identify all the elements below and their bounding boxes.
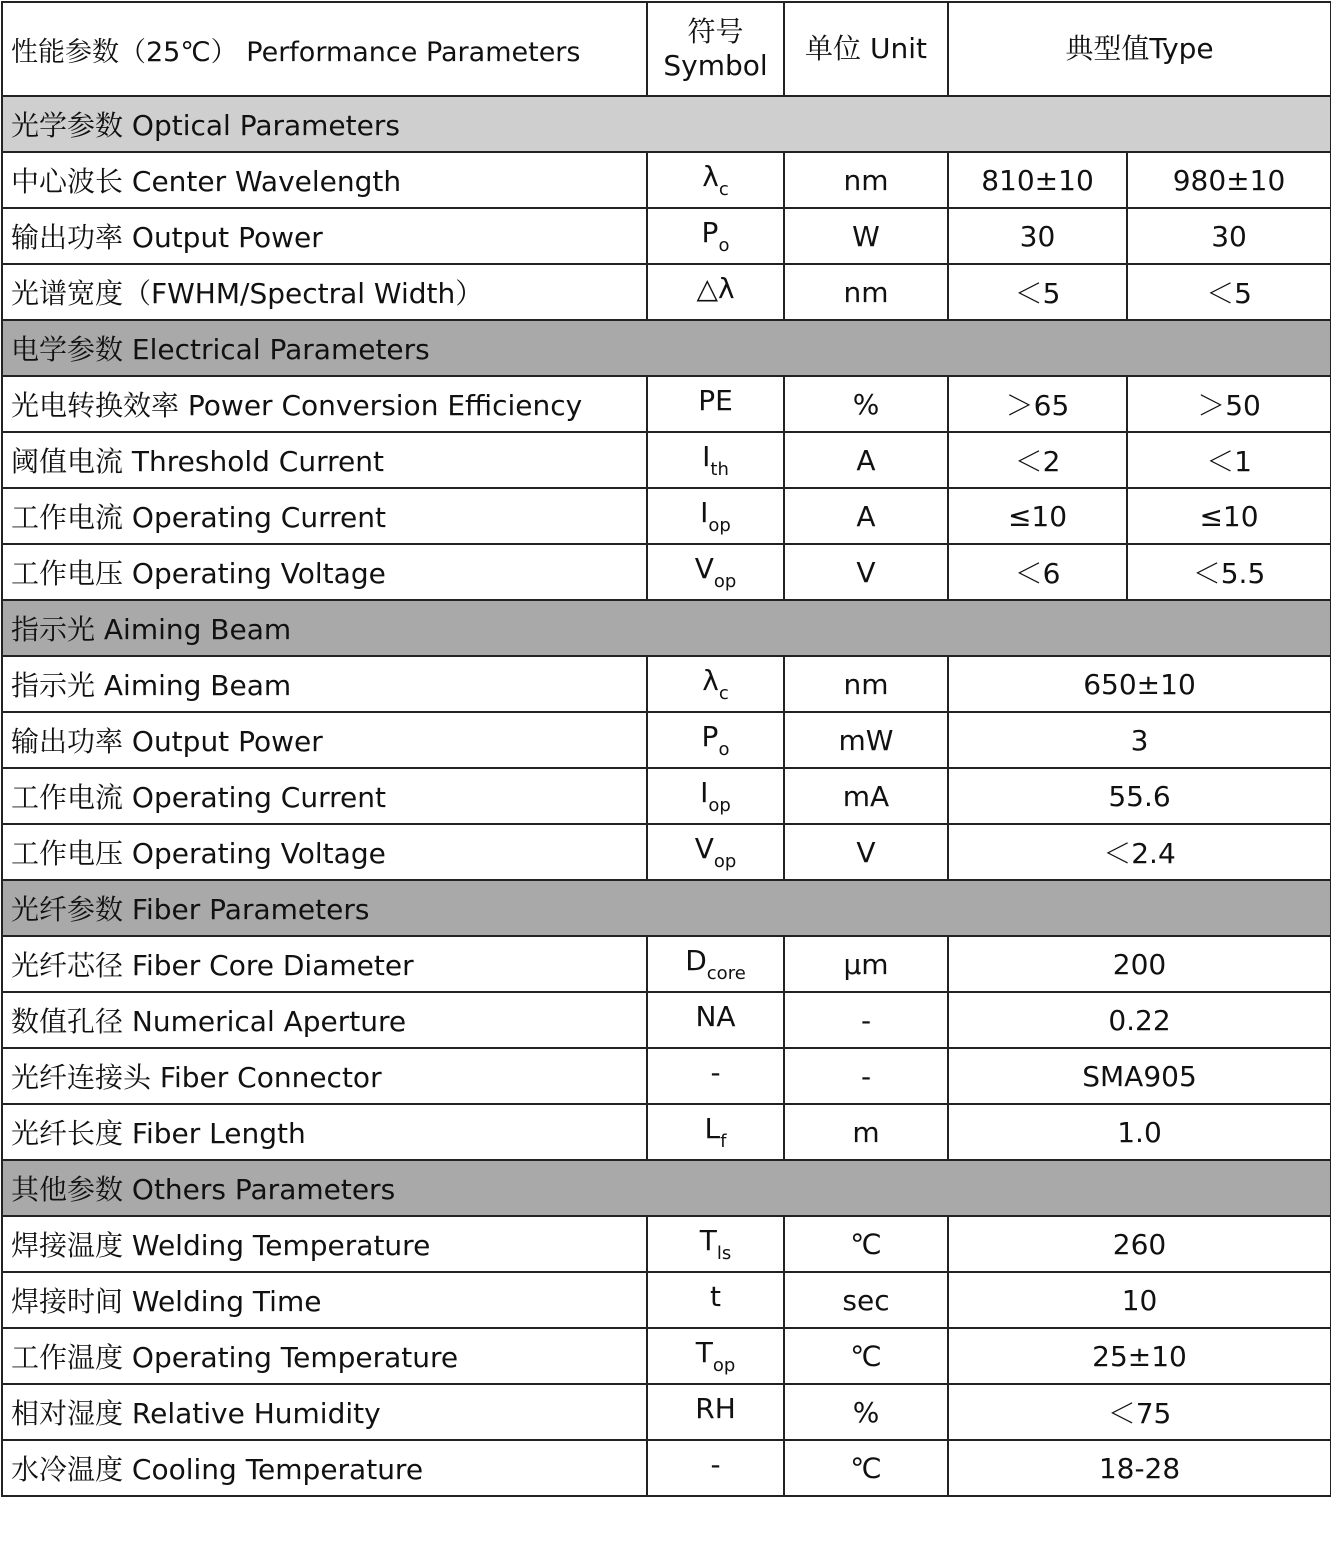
header-unit: 单位 Unit bbox=[784, 2, 948, 96]
symbol-cell bbox=[647, 992, 784, 1048]
symbol-main: - bbox=[710, 1056, 721, 1089]
table-row bbox=[2, 376, 1331, 432]
unit-cell: V bbox=[784, 544, 948, 600]
param-cell: 水冷温度 Cooling Temperature bbox=[2, 1440, 647, 1496]
header-typical: 典型值Type bbox=[948, 2, 1331, 96]
param-cell: 工作电压 Operating Voltage bbox=[2, 824, 647, 880]
param-cell: 输出功率 Output Power bbox=[2, 208, 647, 264]
param-cell: 工作温度 Operating Temperature bbox=[2, 1328, 647, 1384]
symbol-main: λ bbox=[702, 664, 719, 697]
value-810-cell: 810±10 bbox=[948, 152, 1127, 208]
symbol-main: PE bbox=[698, 384, 733, 417]
value-cell: ＜75 bbox=[948, 1384, 1331, 1440]
unit-cell: - bbox=[784, 992, 948, 1048]
symbol-sub: o bbox=[718, 235, 730, 256]
table-row bbox=[2, 1440, 1331, 1496]
value-cell: 650±10 bbox=[948, 656, 1331, 712]
param-cell: 工作电流 Operating Current bbox=[2, 768, 647, 824]
unit-cell: A bbox=[784, 432, 948, 488]
value-cell: 25±10 bbox=[948, 1328, 1331, 1384]
symbol-sub: th bbox=[710, 459, 729, 480]
value-980-cell: 30 bbox=[1127, 208, 1331, 264]
param-cell: 光纤长度 Fiber Length bbox=[2, 1104, 647, 1160]
symbol-cell bbox=[647, 936, 784, 992]
symbol-cell bbox=[647, 264, 784, 320]
unit-cell: nm bbox=[784, 152, 948, 208]
table-row bbox=[2, 992, 1331, 1048]
symbol-main: NA bbox=[695, 1000, 736, 1033]
value-980-cell: ≤10 bbox=[1127, 488, 1331, 544]
unit-cell: ℃ bbox=[784, 1328, 948, 1384]
symbol-cell bbox=[647, 768, 784, 824]
symbol-main: D bbox=[685, 944, 707, 977]
param-cell: 焊接时间 Welding Time bbox=[2, 1272, 647, 1328]
table-row bbox=[2, 208, 1331, 264]
value-cell: 0.22 bbox=[948, 992, 1331, 1048]
performance-parameters-table bbox=[1, 1, 1331, 1497]
value-cell: SMA905 bbox=[948, 1048, 1331, 1104]
table-row bbox=[2, 1216, 1331, 1272]
symbol-cell bbox=[647, 1104, 784, 1160]
symbol-cell bbox=[647, 544, 784, 600]
symbol-main: △λ bbox=[696, 272, 735, 305]
section-others bbox=[2, 1160, 1331, 1216]
table-row bbox=[2, 1104, 1331, 1160]
value-cell: 10 bbox=[948, 1272, 1331, 1328]
symbol-cell bbox=[647, 1440, 784, 1496]
section-title: 光学参数 Optical Parameters bbox=[2, 96, 1331, 152]
value-cell: 18-28 bbox=[948, 1440, 1331, 1496]
unit-cell: mA bbox=[784, 768, 948, 824]
symbol-sub: ls bbox=[716, 1243, 732, 1264]
value-810-cell: ＞65 bbox=[948, 376, 1127, 432]
value-810-cell: ≤10 bbox=[948, 488, 1127, 544]
symbol-main: - bbox=[710, 1448, 721, 1481]
symbol-sub: op bbox=[708, 795, 731, 816]
symbol-cell bbox=[647, 376, 784, 432]
symbol-sub: c bbox=[718, 179, 729, 200]
section-title: 电学参数 Electrical Parameters bbox=[2, 320, 1331, 376]
table-row bbox=[2, 488, 1331, 544]
symbol-main: I bbox=[700, 776, 709, 809]
symbol-cell bbox=[647, 824, 784, 880]
symbol-cell bbox=[647, 1272, 784, 1328]
param-cell: 数值孔径 Numerical Aperture bbox=[2, 992, 647, 1048]
value-cell: 260 bbox=[948, 1216, 1331, 1272]
param-cell: 工作电压 Operating Voltage bbox=[2, 544, 647, 600]
section-title: 其他参数 Others Parameters bbox=[2, 1160, 1331, 1216]
section-electrical bbox=[2, 320, 1331, 376]
param-cell: 指示光 Aiming Beam bbox=[2, 656, 647, 712]
table-row bbox=[2, 1272, 1331, 1328]
param-cell: 阈值电流 Threshold Current bbox=[2, 432, 647, 488]
section-title: 指示光 Aiming Beam bbox=[2, 600, 1331, 656]
table-row bbox=[2, 432, 1331, 488]
value-cell: 3 bbox=[948, 712, 1331, 768]
table-row bbox=[2, 152, 1331, 208]
unit-cell: nm bbox=[784, 264, 948, 320]
value-980-cell: ＜1 bbox=[1127, 432, 1331, 488]
param-cell: 中心波长 Center Wavelength bbox=[2, 152, 647, 208]
symbol-main: RH bbox=[695, 1392, 736, 1425]
symbol-main: T bbox=[695, 1336, 713, 1369]
symbol-cell bbox=[647, 152, 784, 208]
symbol-main: I bbox=[702, 440, 711, 473]
param-cell: 相对湿度 Relative Humidity bbox=[2, 1384, 647, 1440]
symbol-cell bbox=[647, 1216, 784, 1272]
param-cell: 光纤芯径 Fiber Core Diameter bbox=[2, 936, 647, 992]
symbol-cell bbox=[647, 432, 784, 488]
table-row bbox=[2, 768, 1331, 824]
header-symbol-en: Symbol bbox=[663, 49, 768, 82]
value-980-cell: 980±10 bbox=[1127, 152, 1331, 208]
table-row bbox=[2, 936, 1331, 992]
unit-cell: ℃ bbox=[784, 1216, 948, 1272]
section-fiber bbox=[2, 880, 1331, 936]
unit-cell: % bbox=[784, 376, 948, 432]
table-header-row bbox=[2, 2, 1331, 96]
value-810-cell: ＜2 bbox=[948, 432, 1127, 488]
value-cell: 1.0 bbox=[948, 1104, 1331, 1160]
unit-cell: m bbox=[784, 1104, 948, 1160]
value-cell: 200 bbox=[948, 936, 1331, 992]
section-title: 光纤参数 Fiber Parameters bbox=[2, 880, 1331, 936]
param-cell: 光谱宽度（FWHM/Spectral Width） bbox=[2, 264, 647, 320]
param-cell: 光纤连接头 Fiber Connector bbox=[2, 1048, 647, 1104]
symbol-main: P bbox=[701, 720, 719, 753]
header-symbol-cn: 符号 bbox=[687, 15, 744, 48]
param-cell: 输出功率 Output Power bbox=[2, 712, 647, 768]
symbol-main: t bbox=[710, 1280, 721, 1313]
header-symbol bbox=[647, 2, 784, 96]
table-row bbox=[2, 544, 1331, 600]
symbol-sub: op bbox=[712, 1355, 736, 1376]
unit-cell: W bbox=[784, 208, 948, 264]
symbol-main: V bbox=[694, 552, 714, 585]
symbol-sub: o bbox=[718, 739, 730, 760]
unit-cell: mW bbox=[784, 712, 948, 768]
value-980-cell: ＜5 bbox=[1127, 264, 1331, 320]
table-row bbox=[2, 264, 1331, 320]
value-980-cell: ＜5.5 bbox=[1127, 544, 1331, 600]
symbol-sub: core bbox=[706, 963, 746, 984]
table-row bbox=[2, 712, 1331, 768]
symbol-main: λ bbox=[702, 160, 719, 193]
symbol-sub: c bbox=[718, 683, 729, 704]
unit-cell: nm bbox=[784, 656, 948, 712]
symbol-cell bbox=[647, 656, 784, 712]
param-cell: 光电转换效率 Power Conversion Efficiency bbox=[2, 376, 647, 432]
param-cell: 工作电流 Operating Current bbox=[2, 488, 647, 544]
param-cell: 焊接温度 Welding Temperature bbox=[2, 1216, 647, 1272]
unit-cell: - bbox=[784, 1048, 948, 1104]
header-param: 性能参数（25℃） Performance Parameters bbox=[2, 2, 647, 96]
value-980-cell: ＞50 bbox=[1127, 376, 1331, 432]
unit-cell: μm bbox=[784, 936, 948, 992]
symbol-cell bbox=[647, 1328, 784, 1384]
unit-cell: sec bbox=[784, 1272, 948, 1328]
unit-cell: V bbox=[784, 824, 948, 880]
symbol-main: T bbox=[699, 1224, 717, 1257]
table-row bbox=[2, 1328, 1331, 1384]
table-row bbox=[2, 1048, 1331, 1104]
value-810-cell: 30 bbox=[948, 208, 1127, 264]
symbol-main: L bbox=[704, 1112, 721, 1145]
table-row bbox=[2, 656, 1331, 712]
symbol-main: I bbox=[700, 496, 709, 529]
symbol-cell bbox=[647, 1384, 784, 1440]
symbol-sub: op bbox=[708, 515, 731, 536]
unit-cell: A bbox=[784, 488, 948, 544]
symbol-main: P bbox=[701, 216, 719, 249]
symbol-cell bbox=[647, 488, 784, 544]
section-aiming bbox=[2, 600, 1331, 656]
value-cell: 55.6 bbox=[948, 768, 1331, 824]
section-optical bbox=[2, 96, 1331, 152]
symbol-cell bbox=[647, 208, 784, 264]
unit-cell: ℃ bbox=[784, 1440, 948, 1496]
value-cell: ＜2.4 bbox=[948, 824, 1331, 880]
symbol-sub: f bbox=[720, 1131, 727, 1152]
symbol-main: V bbox=[694, 832, 714, 865]
symbol-cell bbox=[647, 712, 784, 768]
value-810-cell: ＜5 bbox=[948, 264, 1127, 320]
table-row bbox=[2, 1384, 1331, 1440]
symbol-sub: op bbox=[713, 571, 737, 592]
table-row bbox=[2, 824, 1331, 880]
value-810-cell: ＜6 bbox=[948, 544, 1127, 600]
unit-cell: % bbox=[784, 1384, 948, 1440]
symbol-sub: op bbox=[713, 851, 737, 872]
symbol-cell bbox=[647, 1048, 784, 1104]
